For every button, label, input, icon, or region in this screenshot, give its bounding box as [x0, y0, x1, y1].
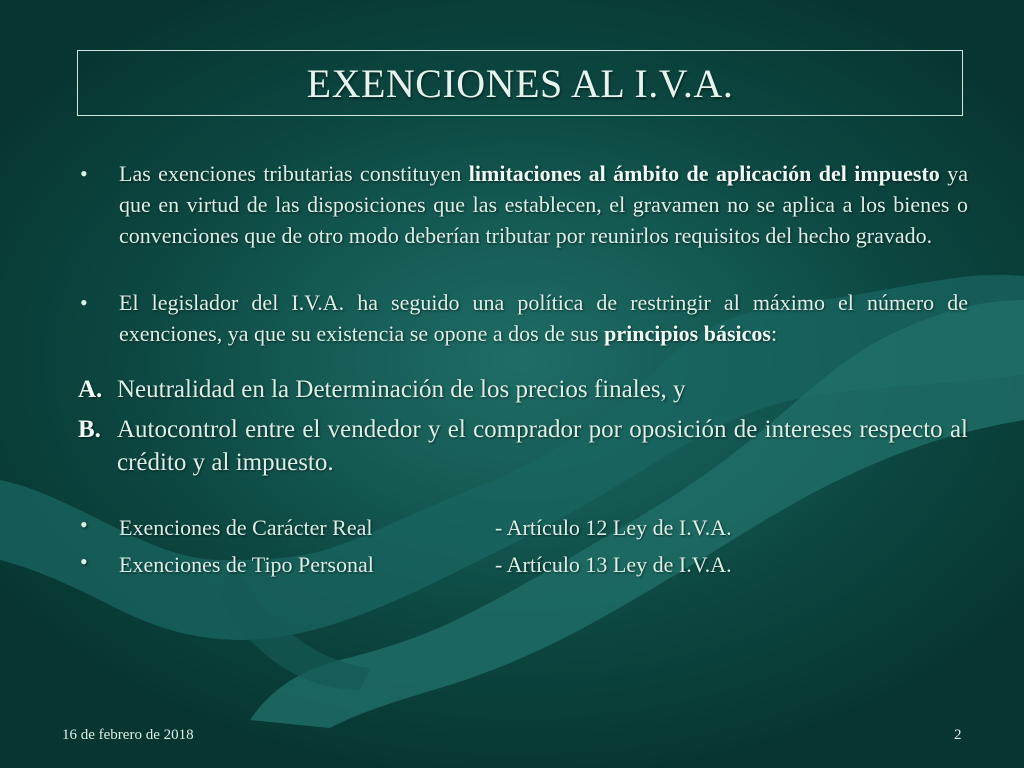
reference-label: Exenciones de Carácter Real [119, 515, 373, 540]
principle-letter: A. [78, 376, 103, 403]
reference-row [78, 546, 968, 583]
bullet-dot: • [80, 290, 88, 315]
principle-item-b [78, 413, 968, 479]
bullet-legislador-policy [78, 287, 968, 349]
principle-item-a [78, 373, 968, 406]
paragraph-bold-text: principios básicos [604, 321, 771, 346]
reference-article: - Artículo 13 Ley de I.V.A. [495, 552, 732, 577]
title-frame [77, 50, 963, 116]
principle-text: Autocontrol entre el vendedor y el comprador por oposición de intereses respecto al crédito y al impuesto. [117, 416, 968, 476]
principle-letter: B. [78, 416, 101, 443]
bullet-dot: • [80, 512, 88, 537]
bullet-exenciones-definition [78, 158, 968, 251]
paragraph-text: Las exenciones tributarias constituyen [119, 161, 469, 186]
paragraph-policy [119, 287, 968, 349]
footer-date: 16 de febrero de 2018 [62, 727, 194, 743]
slide-title: EXENCIONES AL I.V.A. [306, 60, 734, 106]
paragraph-definition [119, 158, 968, 251]
principle-text: Neutralidad en la Determinación de los precios finales, y [117, 376, 686, 403]
paragraph-text: : [770, 321, 778, 346]
paragraph-text: El legislador del I.V.A. ha seguido una política de restringir al máximo el número de exenciones, ya que su existencia se opone a dos de sus [119, 290, 968, 346]
bullet-dot: • [80, 549, 88, 574]
page-number: 2 [954, 727, 962, 743]
reference-article: - Artículo 12 Ley de I.V.A. [495, 515, 732, 540]
article-references [78, 509, 968, 583]
slide-content [78, 158, 968, 583]
reference-row [78, 509, 968, 546]
reference-label: Exenciones de Tipo Personal [119, 552, 374, 577]
bullet-dot: • [80, 161, 88, 186]
paragraph-bold-text: limitaciones al ámbito de aplicación del impuesto [468, 161, 940, 186]
paragraph-text: ya que en virtud de las disposiciones que las establecen, el gravamen no se aplica a los bienes o convenciones que de otro modo deberían tributar por reunirlos requisitos del hecho gravado. [119, 161, 968, 248]
